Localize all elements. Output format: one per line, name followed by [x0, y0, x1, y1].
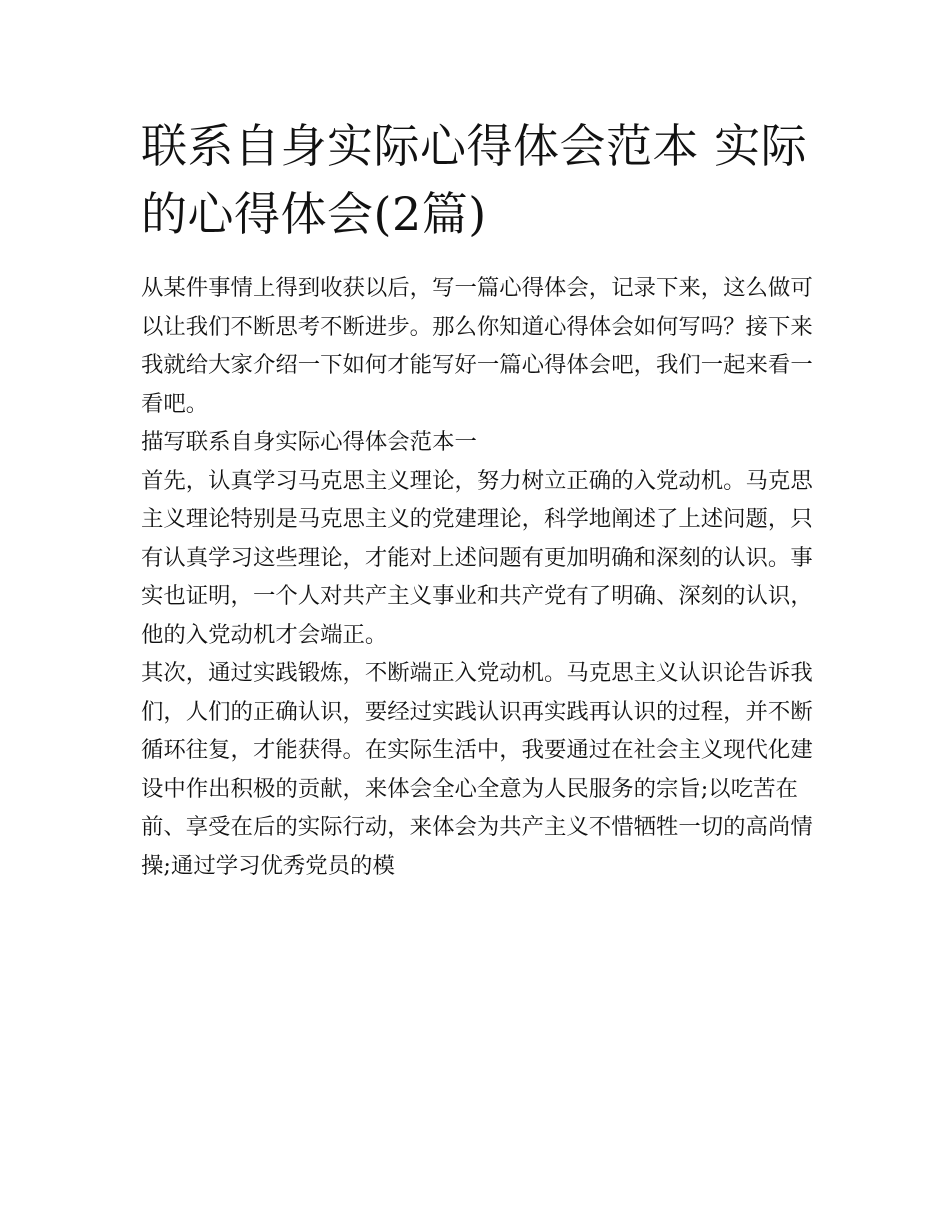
paragraph-intro: 从某件事情上得到收获以后，写一篇心得体会，记录下来，这么做可以让我们不断思考不断进步。那么你知道心得体会如何写吗？接下来我就给大家介绍一下如何才能写好一篇心得体会吧，我们一起来看一看吧。	[141, 275, 813, 417]
paragraph-second: 其次，通过实践锻炼，不断端正入党动机。马克思主义认识论告诉我们，人们的正确认识，要经过实践认识再实践再认识的过程，并不断循环往复，才能获得。在实际生活中，我要通过在社会主义现代化建设中作出积极的贡献，来体会全心全意为人民服务的宗旨;以吃苦在前、享受在后的实际行动，来体会为共产主义不惜牺牲一切的高尚情操;通过学习优秀党员的模	[141, 660, 813, 879]
section-heading: 描写联系自身实际心得体会范本一	[141, 429, 477, 455]
document-content	[141, 112, 813, 885]
paragraph-first: 首先，认真学习马克思主义理论，努力树立正确的入党动机。马克思主义理论特别是马克思主义的党建理论，科学地阐述了上述问题，只有认真学习这些理论，才能对上述问题有更加明确和深刻的认识。事实也证明，一个人对共产主义事业和共产党有了明确、深刻的认识，他的入党动机才会端正。	[141, 467, 813, 648]
document-title: 联系自身实际心得体会范本 实际的心得体会(2篇)	[141, 119, 808, 241]
document-body	[141, 269, 813, 885]
